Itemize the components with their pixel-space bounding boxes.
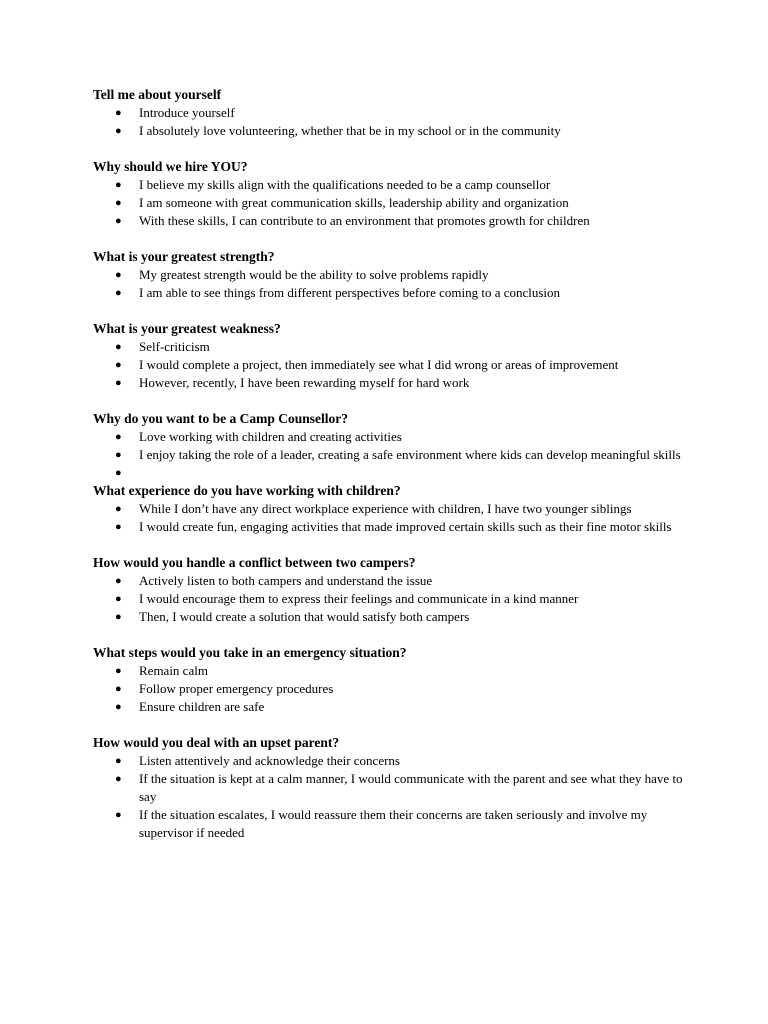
list-item xyxy=(93,428,693,446)
list-item xyxy=(93,590,693,608)
answer-text: However, recently, I have been rewarding myself for hard work xyxy=(139,375,470,390)
question-heading: What is your greatest weakness? xyxy=(93,321,281,336)
bullet-icon: ● xyxy=(115,197,122,209)
list-item xyxy=(93,338,693,356)
list-item xyxy=(93,104,693,122)
list-item xyxy=(93,680,693,698)
bullet-icon: ● xyxy=(115,521,122,533)
list-item xyxy=(93,806,693,842)
answer-list xyxy=(93,662,693,716)
question-heading: How would you handle a conflict between two campers? xyxy=(93,555,416,570)
question-heading: What is your greatest strength? xyxy=(93,249,275,264)
answer-text: I am someone with great communication skills, leadership ability and organization xyxy=(139,195,569,210)
question-heading: Tell me about yourself xyxy=(93,87,222,102)
bullet-icon: ● xyxy=(115,431,122,443)
list-item xyxy=(93,662,693,680)
bullet-icon: ● xyxy=(115,377,122,389)
list-item xyxy=(93,374,693,392)
answer-text: While I don’t have any direct workplace experience with children, I have two younger siblings xyxy=(139,501,632,516)
list-item xyxy=(93,770,693,806)
answer-list xyxy=(93,572,693,626)
answer-list xyxy=(93,500,693,536)
bullet-icon: ● xyxy=(115,773,122,785)
bullet-icon: ● xyxy=(115,701,122,713)
answer-text: Listen attentively and acknowledge their concerns xyxy=(139,753,400,768)
answer-list xyxy=(93,752,693,842)
answer-text: I enjoy taking the role of a leader, creating a safe environment where kids can develop meaningful skills xyxy=(139,447,681,462)
answer-text: If the situation escalates, I would reassure them their concerns are taken seriously and involve my supervisor if needed xyxy=(139,807,648,840)
answer-text: Remain calm xyxy=(139,663,208,678)
list-item xyxy=(93,752,693,770)
list-item xyxy=(93,356,693,374)
list-item xyxy=(93,572,693,590)
answer-list xyxy=(93,338,693,392)
question-heading: What experience do you have working with children? xyxy=(93,483,401,498)
answer-text: With these skills, I can contribute to an environment that promotes growth for children xyxy=(139,213,590,228)
answer-text: I would encourage them to express their feelings and communicate in a kind manner xyxy=(139,591,579,606)
list-item xyxy=(93,212,693,230)
section-why-hire-you xyxy=(93,158,693,230)
section-emergency-situation xyxy=(93,644,693,716)
bullet-icon: ● xyxy=(115,341,122,353)
answer-list xyxy=(93,104,693,140)
bullet-icon: ● xyxy=(115,269,122,281)
bullet-icon: ● xyxy=(115,755,122,767)
section-tell-me-about-yourself xyxy=(93,86,693,140)
answer-text: Ensure children are safe xyxy=(139,699,265,714)
answer-text: Follow proper emergency procedures xyxy=(139,681,334,696)
question-heading: What steps would you take in an emergency situation? xyxy=(93,645,407,660)
section-greatest-strength xyxy=(93,248,693,302)
answer-text: Self-criticism xyxy=(139,339,210,354)
bullet-icon: ● xyxy=(115,125,122,137)
question-heading: How would you deal with an upset parent? xyxy=(93,735,340,750)
bullet-icon: ● xyxy=(115,683,122,695)
answer-text: Introduce yourself xyxy=(139,105,235,120)
bullet-icon: ● xyxy=(115,593,122,605)
answer-list xyxy=(93,266,693,302)
list-item xyxy=(93,698,693,716)
answer-text: If the situation is kept at a calm manner, I would communicate with the parent and see what they have to say xyxy=(139,771,683,804)
answer-text: I believe my skills align with the qualifications needed to be a camp counsellor xyxy=(139,177,551,192)
bullet-icon: ● xyxy=(115,575,122,587)
answer-text: Love working with children and creating activities xyxy=(139,429,402,444)
list-item xyxy=(93,446,693,464)
bullet-icon: ● xyxy=(115,467,122,479)
answer-text: I would complete a project, then immediately see what I did wrong or areas of improvement xyxy=(139,357,619,372)
document-page xyxy=(93,86,693,842)
list-item xyxy=(93,176,693,194)
bullet-icon: ● xyxy=(115,665,122,677)
list-item xyxy=(93,464,693,482)
answer-text: I absolutely love volunteering, whether that be in my school or in the community xyxy=(139,123,561,138)
list-item xyxy=(93,500,693,518)
question-heading: Why should we hire YOU? xyxy=(93,159,248,174)
answer-list xyxy=(93,176,693,230)
section-handle-conflict xyxy=(93,554,693,626)
bullet-icon: ● xyxy=(115,287,122,299)
list-item xyxy=(93,284,693,302)
list-item xyxy=(93,194,693,212)
bullet-icon: ● xyxy=(115,611,122,623)
bullet-icon: ● xyxy=(115,809,122,821)
list-item xyxy=(93,608,693,626)
bullet-icon: ● xyxy=(115,503,122,515)
bullet-icon: ● xyxy=(115,179,122,191)
answer-text: I am able to see things from different perspectives before coming to a conclusion xyxy=(139,285,561,300)
answer-text: I would create fun, engaging activities that made improved certain skills such as their fine motor skills xyxy=(139,519,672,534)
answer-text: Actively listen to both campers and understand the issue xyxy=(139,573,433,588)
answer-text: My greatest strength would be the ability to solve problems rapidly xyxy=(139,267,489,282)
answer-list xyxy=(93,428,693,482)
section-greatest-weakness xyxy=(93,320,693,392)
bullet-icon: ● xyxy=(115,107,122,119)
section-upset-parent xyxy=(93,734,693,842)
bullet-icon: ● xyxy=(115,449,122,461)
bullet-icon: ● xyxy=(115,215,122,227)
list-item xyxy=(93,122,693,140)
list-item xyxy=(93,518,693,536)
question-heading: Why do you want to be a Camp Counsellor? xyxy=(93,411,349,426)
bullet-icon: ● xyxy=(115,359,122,371)
section-why-camp-counsellor xyxy=(93,410,693,482)
section-experience-with-children xyxy=(93,482,693,536)
answer-text: Then, I would create a solution that would satisfy both campers xyxy=(139,609,470,624)
list-item xyxy=(93,266,693,284)
